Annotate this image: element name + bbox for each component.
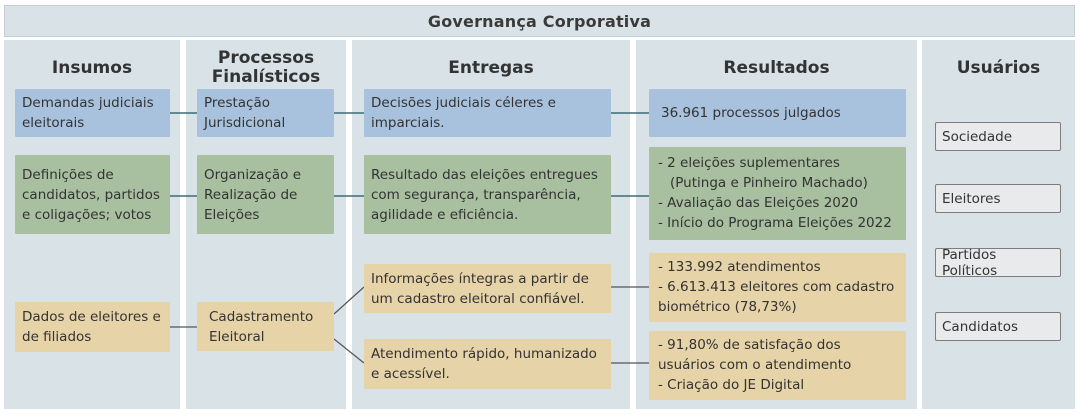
resultado-atendimento [649, 331, 906, 400]
usuario-candidatos: Candidatos [935, 312, 1061, 341]
resultado-eleicoes-line: - Início do Programa Eleições 2022 [658, 215, 892, 231]
column-header-insumos: Insumos [51, 57, 133, 78]
resultado-atendimento-line: - Criação do JE Digital [658, 377, 805, 393]
diagram-title: Governança Corporativa [4, 5, 1075, 37]
usuario-partidos-politicos: Partidos Políticos [935, 248, 1061, 277]
resultado-eleicoes-line: (Putinga e Pinheiro Machado) [670, 175, 868, 191]
resultado-cadastro-line: biométrico (78,73%) [658, 299, 797, 315]
resultado-cadastro-line: - 133.992 atendimentos [658, 259, 821, 275]
usuario-sociedade: Sociedade [935, 122, 1061, 151]
processo-organizacao: Organização e Realização de Eleições [197, 155, 334, 234]
column-header-processos: Processos Finalísticos [211, 48, 321, 87]
insumo-dados: Dados de eleitores e de filiados [15, 302, 170, 352]
resultado-cadastro [649, 253, 906, 322]
processo-cadastramento: Cadastramento Eleitoral [197, 302, 334, 351]
resultado-processos-julgados: 36.961 processos julgados [649, 89, 906, 137]
resultado-eleicoes-line: - Avaliação das Eleições 2020 [658, 195, 859, 211]
resultado-atendimento-line: usuários com o atendimento [658, 357, 852, 373]
column-header-usuarios: Usuários [956, 57, 1041, 78]
entrega-atendimento: Atendimento rápido, humanizado e acessível. [364, 339, 611, 389]
entrega-resultado-eleicoes: Resultado das eleições entregues com segurança, transparência, agilidade e eficiência. [364, 155, 611, 234]
column-header-entregas: Entregas [448, 57, 534, 78]
connector-row3-up [334, 287, 364, 314]
entrega-informacoes: Informações íntegras a partir de um cadastro eleitoral confiável. [364, 264, 611, 313]
resultado-eleicoes-line: - 2 eleições suplementares [658, 155, 840, 171]
resultado-atendimento-line: - 91,80% de satisfação dos [658, 337, 841, 353]
entrega-decisoes: Decisões judiciais céleres e imparciais. [364, 89, 611, 137]
resultado-eleicoes [649, 147, 906, 240]
resultado-cadastro-line: - 6.613.413 eleitores com cadastro [658, 279, 895, 295]
insumo-demandas: Demandas judiciais eleitorais [15, 89, 170, 137]
usuario-eleitores: Eleitores [935, 184, 1061, 213]
insumo-definicoes: Definições de candidatos, partidos e coligações; votos [15, 155, 170, 234]
connector-row3-down [334, 339, 364, 363]
column-header-resultados: Resultados [723, 57, 830, 78]
processo-prestacao: Prestação Jurisdicional [197, 89, 334, 137]
